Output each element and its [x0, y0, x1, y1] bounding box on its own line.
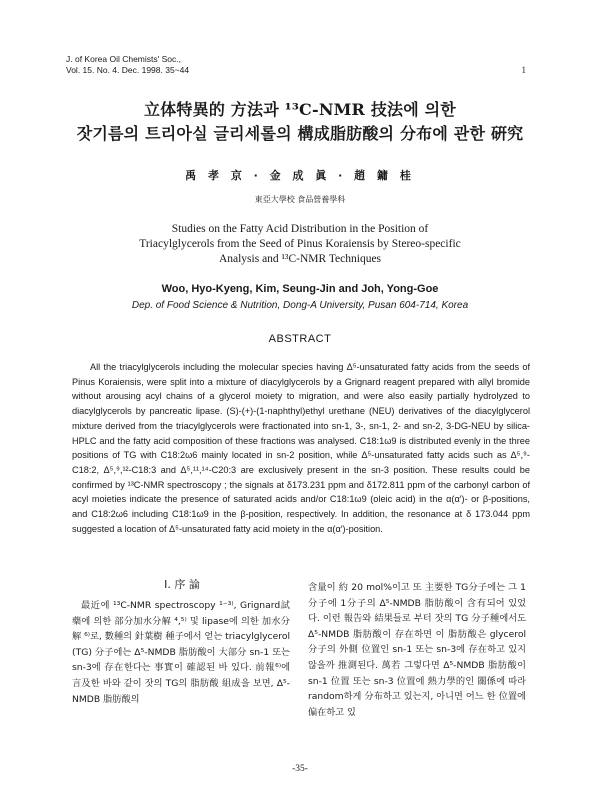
intro-paragraph-left: 最近에 ¹³C-NMR spectroscopy ¹⁻³⁾, Grignard試藥에 의한 部分加水分解 ⁴,⁵⁾ 및 lipase에 의한 加水分解 ⁶⁾로, 數種의 針葉樹 種子에서 얻는 triacylglycerol (TG) 分子에는 Δ⁵-NMDB 脂肪酸이 大部分 sn-1 또는 sn-3에 存在한다는 事實이 確認된 바 있다. 前報⁶⁾에 言及한 바와 같이 잣의 TG의 脂肪酸 組成을 보면, Δ⁵-NMDB 脂肪酸의 [72, 600, 291, 705]
authors-korean: 禹 孝 京 · 金 成 眞 · 趙 鏞 桂 [185, 169, 415, 182]
title-english-line-1: Studies on the Fatty Acid Distribution in the Position of [171, 223, 429, 235]
abstract-body [72, 360, 530, 536]
intro-paragraph-right: 含量이 約 20 mol%이고 또 主要한 TG分子에는 그 1分子에 1分子의 Δ⁵-NMDB 脂肪酸이 含有되어 있었다. 이런 報告와 結果들로 부터 잣의 TG 分子種에서도 Δ⁵-NMDB 脂肪酸이 存在하면 이 脂肪酸은 glycerol 分子의 外側 位置인 sn-1 또는 sn-3에 存在하고 있지 않을까 推測된다. 萬若 그렇다면 Δ⁵-NMDB 脂肪酸이 sn-1 位置 또는 sn-3 位置에 熱力學的인 關係에 따라 random하게 分布하고 있는지, 아니면 어느 한 位置에 偏在하고 있 [308, 582, 526, 718]
body-column-left [72, 598, 290, 707]
page-number-top: 1 [521, 65, 526, 75]
title-english-line-2: Triacylglycerols from the Seed of Pinus Koraiensis by Stereo-specific [139, 238, 461, 250]
abstract-paragraph: All the triacylglycerols including the molecular species having Δ⁵-unsaturated fatty acids from the seeds of Pinus Koraiensis, were split into a mixture of diacylglycerols by a Grignard reagent prepared with allyl bromide without arousing acyl chains of a glycerol moiety to migration, and were also easily partially hydrolyzed to diacylglycerols by pancreatic lipase. (S)-(+)-(1-naphthyl)ethyl urethane (NEU) derivatives of the diacylglycerol mixture derived from the triacylglycerols were fractionated into sn-1, 3-, sn-1, 2- and sn-2, 3-DG-NEU by silica-HPLC and the fatty acid composition of these fractions was analysed. C18:1ω9 is distributed evenly in the three positions of TG with C18:2ω6 mainly located in sn-2 position, while Δ⁵-unsaturated fatty acids such as Δ⁵,⁹-C18:2, Δ⁵,⁹,¹²-C18:3 and Δ⁵,¹¹,¹⁴-C20:3 are exclusively present in the sn-3 position. These results could be confirmed by ¹³C-NMR spectroscopy ; the signals at δ173.231 ppm and δ172.811 ppm of the carbonyl carbon of acyl moieties indicate the presence of saturated acids and/or C18:1ω9 (oleic acid) in the α(α′)- or β-positions, and C18:2ω6 including C18:1ω9 in the β-position, respectively. In addition, the resonance at δ 173.044 ppm suggested a location of Δ⁵-unsaturated fatty acid moiety in the α(α′)-position. [72, 362, 530, 534]
body-column-right [308, 580, 526, 720]
journal-citation [66, 54, 189, 76]
section-heading-introduction: Ⅰ. 序 論 [164, 578, 200, 591]
title-korean-line-1: 立体特異的 方法과 ¹³C-NMR 技法에 의한 [144, 100, 456, 119]
authors-english: Woo, Hyo-Kyeng, Kim, Seung-Jin and Joh, Yong-Goe [161, 283, 439, 295]
title-english-line-3: Analysis and ¹³C-NMR Techniques [218, 253, 382, 265]
journal-line-1: J. of Korea Oil Chemists' Soc., [66, 54, 181, 64]
title-korean-line-2: 잣기름의 트리아실 글리세롤의 構成脂肪酸의 分布에 관한 硏究 [76, 124, 524, 143]
journal-line-2: Vol. 15. No. 4. Dec. 1998. 35~44 [66, 65, 190, 75]
affiliation-korean: 東亞大學校 食品營養學科 [254, 195, 346, 204]
affiliation-english: Dep. of Food Science & Nutrition, Dong-A University, Pusan 604-714, Korea [131, 300, 469, 311]
abstract-heading: ABSTRACT [268, 333, 332, 345]
page-number-bottom: -35- [292, 764, 308, 774]
